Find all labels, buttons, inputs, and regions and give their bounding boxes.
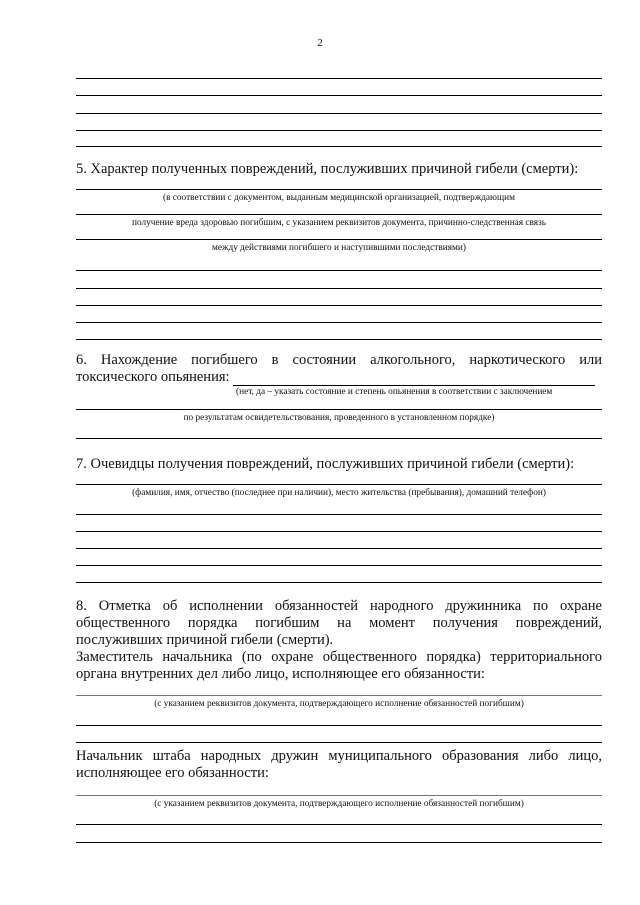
blank-line[interactable] [76,565,602,566]
blank-line[interactable] [76,824,602,825]
section-8-line-3: послуживших причиной гибели (смерти). [76,632,334,648]
section-5-note-2: получение вреда здоровью погибшим, с указанием реквизитов документа, причинно-следственная связь [132,218,546,228]
blank-line[interactable] [76,438,602,439]
blank-line[interactable] [76,130,602,131]
blank-line[interactable] [76,78,602,79]
section-5-note-1: (в соответствии с документом, выданным медицинской организацией, подтверждающим [162,193,516,203]
blank-line[interactable] [76,484,602,485]
section-6-note-1: (нет, да – указать состояние и степень опьянения в соответствии с заключением [236,387,553,397]
blank-line[interactable] [76,270,602,271]
staff-chief-note: (с указанием реквизитов документа, подтверждающего исполнение обязанностей погибшим) [154,799,524,809]
blank-line[interactable] [76,95,602,96]
section-6-heading-line-2-row [76,369,602,386]
blank-line[interactable] [76,742,602,743]
blank-line[interactable] [76,842,602,843]
blank-line[interactable] [76,548,602,549]
staff-chief-line-1: Начальник штаба народных дружин муниципального образования либо лицо, [76,748,602,764]
blank-line[interactable] [76,113,602,114]
blank-line[interactable] [76,288,602,289]
blank-line[interactable] [76,322,602,323]
section-6-note-2: по результатам освидетельствования, проведенного в установленном порядке) [183,413,495,423]
blank-line[interactable] [76,695,602,696]
blank-line[interactable] [76,409,602,410]
blank-line[interactable] [76,305,602,306]
section-5-heading: 5. Характер полученных повреждений, послуживших причиной гибели (смерти): [76,161,579,177]
staff-chief-line-2: исполняющее его обязанности: [76,765,269,781]
blank-line[interactable] [76,582,602,583]
deputy-chief-line-2: органа внутренних дел либо лицо, исполняющее его обязанности: [76,666,485,682]
section-6-heading-line-2: токсического опьянения: [76,369,230,385]
section-8-line-1: 8. Отметка об исполнении обязанностей народного дружинника по охране [76,598,602,614]
blank-line[interactable] [76,189,602,190]
blank-line[interactable] [76,725,602,726]
blank-line[interactable] [76,514,602,515]
section-7-heading: 7. Очевидцы получения повреждений, послуживших причиной гибели (смерти): [76,456,575,472]
section-8-line-2: общественного порядка погибшим на момент получения повреждений, [76,615,602,631]
blank-line[interactable] [76,214,602,215]
blank-line[interactable] [76,795,602,796]
section-5-note-3: между действиями погибшего и наступившими последствиями) [212,243,466,253]
blank-line[interactable] [76,146,602,147]
deputy-chief-line-1: Заместитель начальника (по охране общественного порядка) территориального [76,649,602,665]
blank-line[interactable] [76,239,602,240]
section-6-heading-line-1: 6. Нахождение погибшего в состоянии алкогольного, наркотического или [76,352,602,368]
page-number: 2 [317,37,323,49]
blank-line[interactable] [76,339,602,340]
intoxication-input-line[interactable] [233,371,595,386]
section-7-note: (фамилия, имя, отчество (последнее при наличии), место жительства (пребывания), домашний телефон) [132,488,546,498]
blank-line[interactable] [76,531,602,532]
deputy-chief-note: (с указанием реквизитов документа, подтверждающего исполнение обязанностей погибшим) [154,699,524,709]
